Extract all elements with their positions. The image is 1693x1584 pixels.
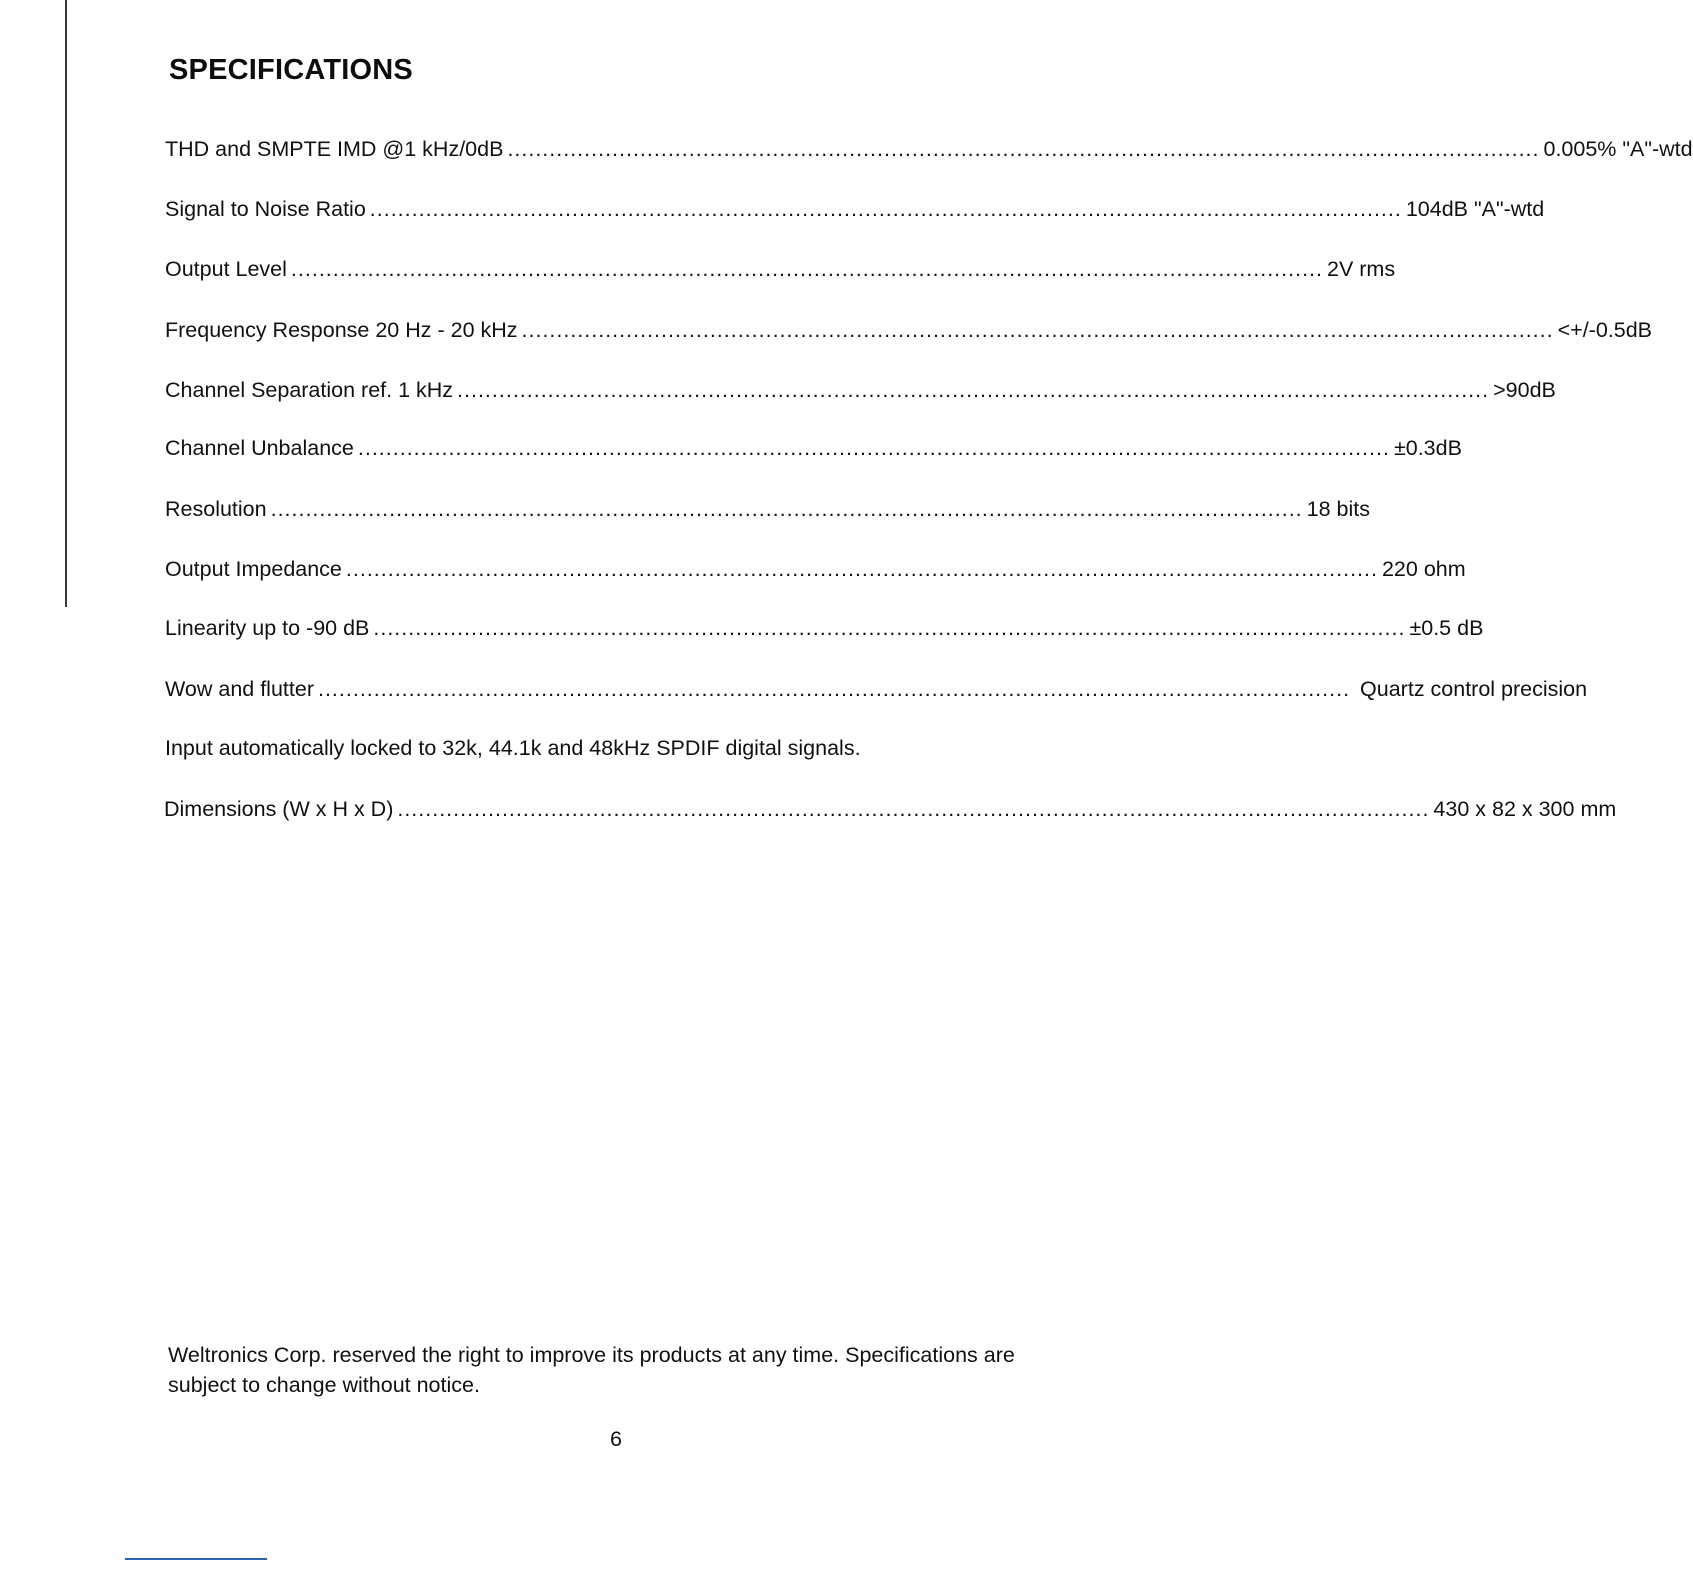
spec-value: <+/-0.5dB bbox=[1557, 318, 1653, 342]
spec-label: Wow and flutter bbox=[165, 677, 314, 701]
spec-value: ±0.3dB bbox=[1393, 436, 1462, 460]
spec-row-thd bbox=[165, 136, 1693, 162]
spec-row-resolution bbox=[165, 496, 1371, 522]
spec-label: Channel Separation ref. 1 kHz bbox=[165, 378, 454, 402]
binding-edge-line bbox=[65, 0, 67, 607]
spec-label: Resolution bbox=[165, 497, 267, 521]
spec-label: Signal to Noise Ratio bbox=[165, 197, 366, 221]
dot-leader: .................................................................................................................................................... bbox=[521, 318, 1554, 342]
dot-leader: .................................................................................................................................................... bbox=[369, 197, 1402, 221]
page-number: 6 bbox=[610, 1427, 622, 1451]
spec-value: >90dB bbox=[1493, 378, 1556, 402]
spec-label: Output Impedance bbox=[165, 557, 342, 581]
input-note: Input automatically locked to 32k, 44.1k and 48kHz SPDIF digital signals. bbox=[165, 736, 861, 760]
spec-row-dimensions bbox=[164, 796, 1617, 822]
spec-row-output-level bbox=[165, 256, 1396, 282]
dot-leader: .................................................................................................................................................... bbox=[507, 137, 1540, 161]
spec-label: Output Level bbox=[165, 257, 287, 281]
spec-row-wow-flutter bbox=[165, 676, 1588, 702]
spec-label: Channel Unbalance bbox=[165, 436, 354, 460]
spec-row-output-impedance bbox=[165, 556, 1466, 582]
dot-leader: .................................................................................................................................................... bbox=[270, 497, 1303, 521]
spec-label: Dimensions (W x H x D) bbox=[164, 797, 394, 821]
spec-value: 18 bits bbox=[1306, 497, 1371, 521]
dot-leader: .................................................................................................................................................... bbox=[397, 797, 1430, 821]
page-title: SPECIFICATIONS bbox=[169, 54, 413, 86]
bottom-edge-line bbox=[125, 1558, 267, 1560]
dot-leader: .................................................................................................................................................... bbox=[290, 257, 1323, 281]
spec-value: 430 x 82 x 300 mm bbox=[1433, 797, 1617, 821]
spec-label: Frequency Response 20 Hz - 20 kHz bbox=[165, 318, 518, 342]
dot-leader: .................................................................................................................................................... bbox=[345, 557, 1378, 581]
spec-value: ±0.5 dB bbox=[1409, 616, 1484, 640]
disclaimer: Weltronics Corp. reserved the right to improve its products at any time. Specifications are subject to change without notice. bbox=[168, 1343, 1015, 1397]
spec-row-snr bbox=[165, 196, 1545, 222]
spec-value: 2V rms bbox=[1326, 257, 1396, 281]
spec-label: THD and SMPTE IMD @1 kHz/0dB bbox=[165, 137, 504, 161]
spec-row-channel-unbalance bbox=[165, 435, 1462, 461]
spec-row-frequency-response bbox=[165, 317, 1653, 343]
dot-leader: .................................................................................................................................................... bbox=[457, 378, 1490, 402]
spec-value: 0.005% "A"-wtd bbox=[1543, 137, 1693, 161]
dot-leader: .................................................................................................................................................... bbox=[317, 677, 1351, 701]
dot-leader: .................................................................................................................................................... bbox=[357, 436, 1390, 460]
spec-row-linearity bbox=[165, 615, 1484, 641]
spec-row-channel-separation bbox=[165, 377, 1556, 403]
spec-value: 104dB "A"-wtd bbox=[1405, 197, 1545, 221]
spec-value: 220 ohm bbox=[1381, 557, 1466, 581]
spec-label: Linearity up to -90 dB bbox=[165, 616, 370, 640]
dot-leader: .................................................................................................................................................... bbox=[373, 616, 1406, 640]
spec-value: Quartz control precision bbox=[1360, 677, 1588, 701]
